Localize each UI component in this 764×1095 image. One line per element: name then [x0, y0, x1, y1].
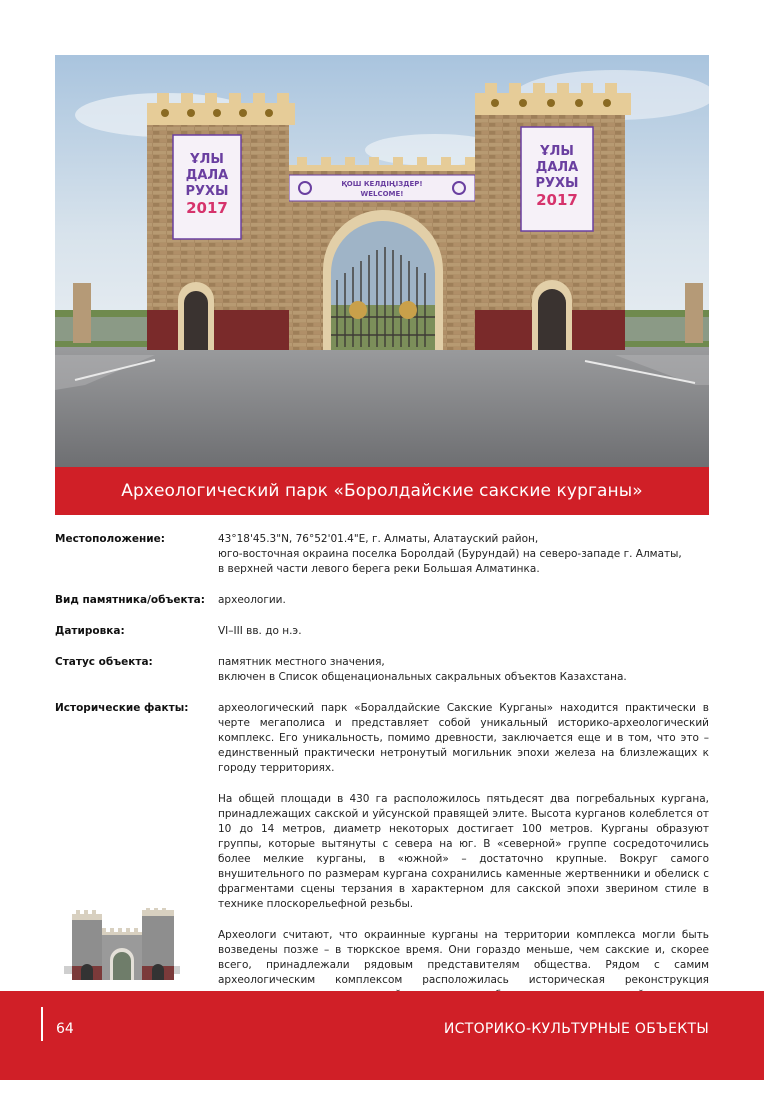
dating-value: VI–III вв. до н.э. [218, 625, 302, 637]
footer-divider [41, 1007, 43, 1041]
field-label: Исторические факты: [55, 702, 189, 714]
field-value [218, 532, 709, 577]
field-value [218, 593, 709, 608]
field-monument-type [55, 593, 709, 608]
left-banner-line4: 2017 [186, 199, 228, 217]
page-title: Археологический парк «Боролдайские сакские курганы» [121, 481, 643, 501]
monument-type-value: археологии. [218, 594, 286, 606]
left-banner-line2: ДАЛА [185, 168, 229, 183]
field-label: Датировка: [55, 625, 125, 637]
page-title-bar [55, 467, 709, 515]
location-line: юго-восточная окраина поселка Боролдай (Бурундай) на северо-западе г. Алматы, [218, 548, 682, 560]
field-location [55, 532, 709, 577]
field-label: Статус объекта: [55, 656, 153, 668]
status-line: включен в Список общенациональных сакральных объектов Казахстана. [218, 671, 627, 683]
right-banner-line2: ДАЛА [535, 160, 579, 175]
section-title: ИСТОРИКО-КУЛЬТУРНЫЕ ОБЪЕКТЫ [443, 1021, 709, 1037]
gate-illustration [64, 908, 180, 986]
park-gate-photo [55, 55, 709, 467]
field-value [218, 655, 709, 685]
left-banner-line3: РУХЫ [185, 184, 229, 199]
field-value [218, 624, 709, 639]
right-banner-line4: 2017 [536, 191, 578, 209]
page-footer [0, 991, 764, 1080]
location-line: 43°18'45.3"N, 76°52'01.4"E, г. Алматы, Алатауский район, [218, 533, 539, 545]
welcome-banner-line2: WELCOME! [360, 190, 404, 198]
status-line: памятник местного значения, [218, 656, 385, 668]
right-banner-line3: РУХЫ [535, 176, 579, 191]
left-banner-line1: ҰЛЫ [190, 152, 224, 167]
field-dating [55, 624, 709, 639]
field-label: Местоположение: [55, 533, 165, 545]
history-paragraph: На общей площади в 430 га расположилось пятьдесят два погребальных кургана, принадлежащих сакской и уйсунской правящей элите. Высота курганов колеблется от 10 до 14 метров, диаметр некоторых достигает 100 метров. Курганы образуют группы, которые вытянуты с севера на юг. В «северной» группе сосредоточились более мелкие курганы, в «южной» – достаточно крупные. Вокруг самого внушительного по размерам кургана сохранились каменные жертвенники и обелиск с фрагментами сцены терзания в характерном для сакской эпохи зверином стиле в технике плоскорельефной резьбы. [218, 793, 709, 910]
location-line: в верхней части левого берега реки Большая Алматинка. [218, 563, 540, 575]
history-paragraph: Археологи считают, что окраинные курганы на территории комплекса могли быть возведены позже – в тюркское время. Они гораздо меньше, чем сакские и, скорее всего, принадлежали рядовым представителям общества. Рядом с самим археологическим комплексом расположилась историческая реконструкция [218, 929, 709, 986]
welcome-banner-line1: ҚОШ КЕЛДІҢІЗДЕР! [341, 180, 423, 188]
field-label: Вид памятника/объекта: [55, 594, 205, 606]
right-banner-line1: ҰЛЫ [540, 144, 574, 159]
history-paragraph: археологический парк «Боралдайские Сакские Курганы» находится практически в черте мегаполиса и представляет собой уникальный историко-археологический комплекс. Его уникальность, помимо древности, заключается еще и в том, что это – единственный практически нетронутый могильник эпохи железа на близлежащих к городу территориях. [218, 702, 709, 774]
field-status [55, 655, 709, 685]
page-number: 64 [56, 1021, 74, 1037]
